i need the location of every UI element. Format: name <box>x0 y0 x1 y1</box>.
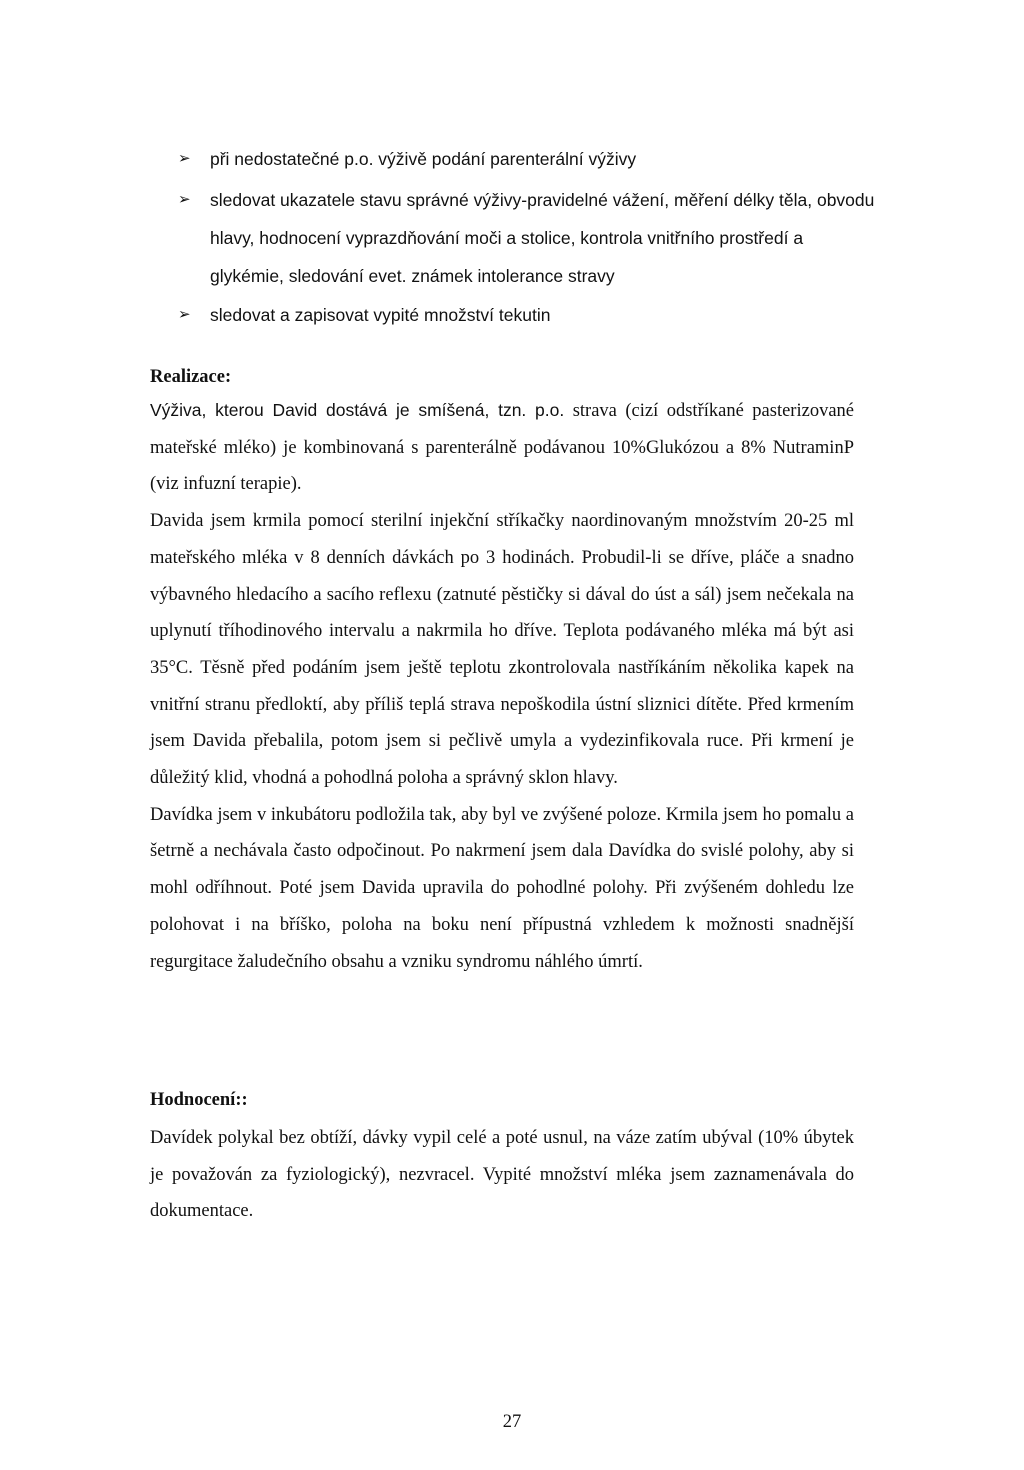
realizace-paragraph-2: Davida jsem krmila pomocí sterilní injekční stříkačky naordinovaným množstvím 20-25 ml mateřského mléka v 8 denních dávkách po 3 hodinách. Probudil-li se dříve, pláče a snadno výbavného hledacího a sacího reflexu (zatnuté pěstičky si dával do úst a sál) jsem nečekala na uplynutí tříhodinového intervalu a nakrmila ho dříve. Teplota podávaného mléka má být asi 35°C. Těsně před podáním jsem ještě teplotu zkontrolovala nastříkáním několika kapek na vnitřní stranu předloktí, aby příliš teplá strava nepoškodila ústní sliznici dítěte. Před krmením jsem Davida přebalila, potom jsem si pečlivě umyla a vydezinfikovala ruce. Při krmení je důležitý klid, vhodná a pohodlná poloha a správný sklon hlavy. <box>150 511 854 789</box>
bullet-text: při nedostatečné p.o. výživě podání parenterální výživy <box>210 149 637 169</box>
bullet-list <box>178 140 878 334</box>
hodnoceni-section-body <box>150 1120 854 1230</box>
bullet-item <box>178 296 878 334</box>
bullet-text: sledovat ukazatele stavu správné výživy-pravidelné vážení, měření délky těla, obvodu hlavy, hodnocení vyprazdňování moči a stolice, kontrola vnitřního prostředí a glykémie, sledování evet. známek intolerance stravy <box>210 190 875 286</box>
hodnoceni-paragraph: Davídek polykal bez obtíží, dávky vypil celé a poté usnul, na váze zatím ubýval (10% úbytek je považován za fyziologický), nezvracel. Vypité množství mléka jsem zaznamenávala do dokumentace. <box>150 1128 854 1221</box>
page-number: 27 <box>502 1412 522 1432</box>
paragraph-text: strava (cizí odstříkané pasterizované mateřské mléko) je kombinovaná s parenterálně podávanou 10%Glukózou a 8% NutraminP (viz infuzní terapie). <box>150 401 854 495</box>
realizace-section-body <box>150 392 854 980</box>
bullet-item <box>178 140 878 178</box>
arrow-bullet-icon: ➢ <box>178 191 191 208</box>
section-heading-realizace: Realizace: <box>150 367 232 387</box>
section-heading-hodnoceni: Hodnocení:: <box>150 1090 248 1110</box>
arrow-bullet-icon: ➢ <box>178 150 191 167</box>
realizace-paragraph-1 <box>150 392 854 503</box>
bullet-text: sledovat a zapisovat vypité množství tekutin <box>210 305 551 325</box>
paragraph-lead-text: Výživa, kterou David dostává je smíšená, tzn. p.o. <box>150 400 565 420</box>
bullet-item <box>178 181 878 295</box>
realizace-paragraph-3: Davídka jsem v inkubátoru podložila tak, aby byl ve zvýšené poloze. Krmila jsem ho pomalu a šetrně a nechávala často odpočinout. Po nakrmení jsem dala Davídka do svislé polohy, aby si mohl odříhnout. Poté jsem Davida upravila do pohodlné polohy. Při zvýšeném dohledu lze polohovat i na bříško, poloha na boku není přípustná vzhledem k možnosti snadnější regurgitace žaludečního obsahu a vzniku syndromu náhlého úmrtí. <box>150 804 854 972</box>
arrow-bullet-icon: ➢ <box>178 306 191 323</box>
